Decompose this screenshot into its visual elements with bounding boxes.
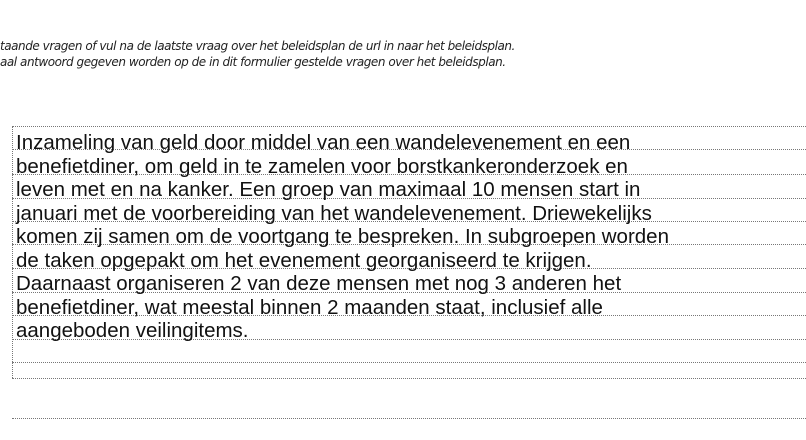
answer-line: leven met en na kanker. Een groep van maximaal 10 mensen start in	[16, 178, 641, 201]
answer-line: komen zij samen om de voortgang te bespreken. In subgroepen worden	[16, 225, 669, 248]
beleidsplan-answer-field[interactable]	[12, 126, 806, 422]
ruled-line	[12, 378, 806, 379]
answer-text	[16, 131, 806, 343]
answer-line: benefietdiner, om geld in te zamelen voor borstkankeronderzoek en	[16, 154, 628, 178]
answer-line: januari met de voorbereiding van het wandelevenement. Driewekelijks	[16, 201, 652, 225]
instruction-line-1: taande vragen of vul na de laatste vraag over het beleidsplan de url in naar het beleidsplan.	[0, 39, 515, 53]
answer-line: de taken opgepakt om het evenement georganiseerd te krijgen.	[16, 248, 592, 272]
instruction-line-2: aal antwoord gegeven worden op de in dit formulier gestelde vragen over het beleidsplan.	[0, 55, 506, 69]
answer-line: aangeboden veilingitems.	[16, 319, 249, 342]
answer-line: benefietdiner, wat meestal binnen 2 maanden staat, inclusief alle	[16, 295, 603, 319]
ruled-line	[12, 126, 806, 127]
ruled-line	[12, 418, 806, 419]
answer-line: Inzameling van geld door middel van een wandelevenement en een	[16, 131, 631, 154]
form-instructions	[0, 38, 806, 70]
field-left-border	[12, 126, 13, 378]
ruled-line	[12, 362, 806, 363]
answer-line: Daarnaast organiseren 2 van deze mensen met nog 3 anderen het	[16, 272, 622, 295]
